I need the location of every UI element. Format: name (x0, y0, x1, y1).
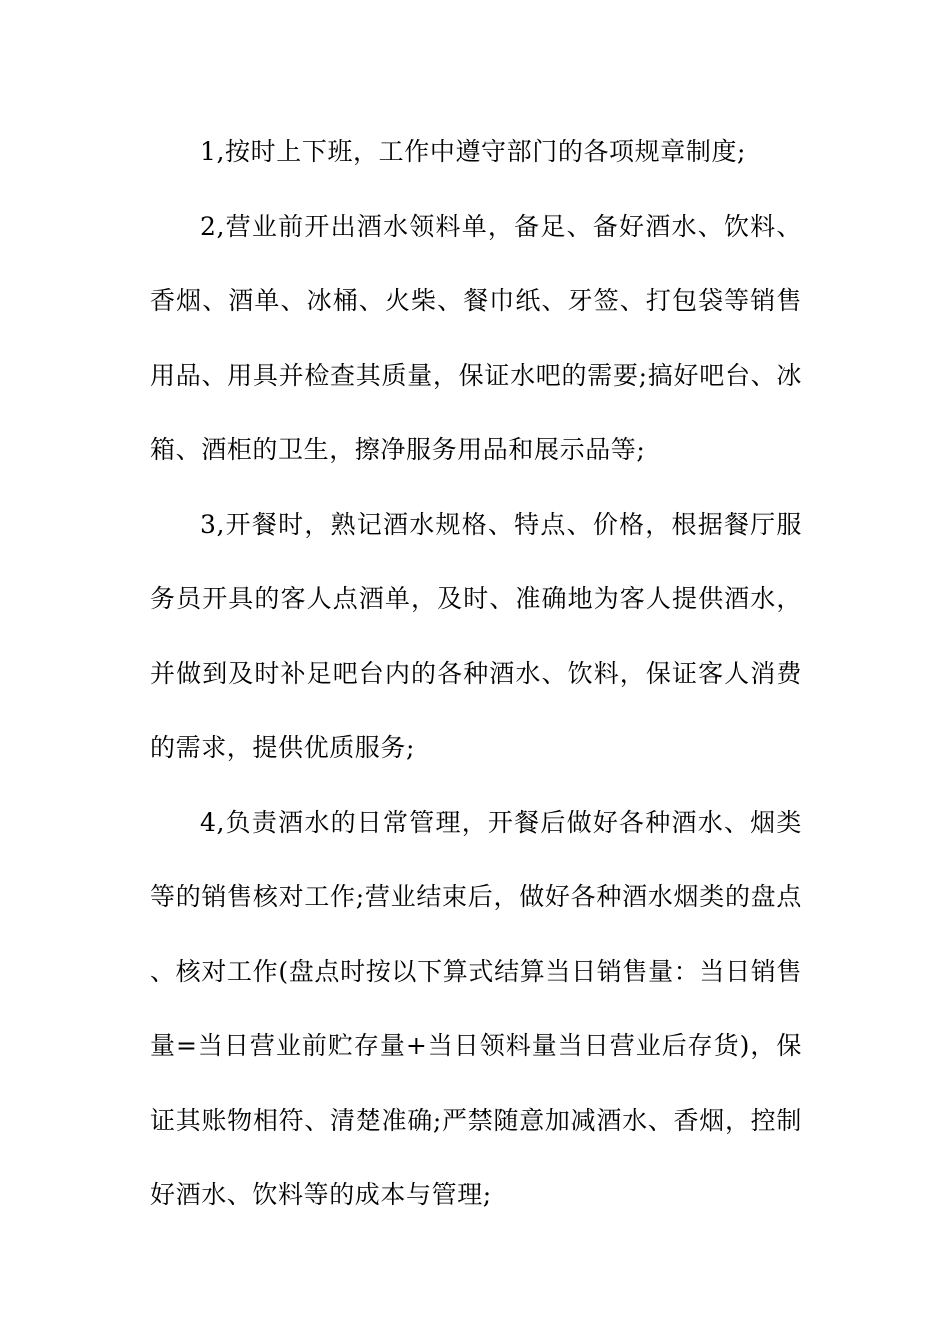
document-body (150, 115, 802, 1233)
paragraph-2: 2,营业前开出酒水领料单，备足、备好酒水、饮料、香烟、酒单、冰桶、火柴、餐巾纸、牙签、打包袋等销售用品、用具并检查其质量，保证水吧的需要;搞好吧台、冰箱、酒柜的卫生，擦净服务用品和展示品等; (150, 211, 802, 464)
paragraph-1: 1,按时上下班，工作中遵守部门的各项规章制度; (200, 137, 747, 166)
paragraph-3: 3,开餐时，熟记酒水规格、特点、价格，根据餐厅服务员开具的客人点酒单，及时、准确地为客人提供酒水，并做到及时补足吧台内的各种酒水、饮料，保证客人消费的需求，提供优质服务; (150, 509, 802, 762)
paragraph-4: 4,负责酒水的日常管理，开餐后做好各种酒水、烟类等的销售核对工作;营业结束后，做好各种酒水烟类的盘点、核对工作(盘点时按以下算式结算当日销售量：当日销售量=当日营业前贮存量+当日领料量当日营业后存货)，保证其账物相符、清楚准确;严禁随意加减酒水、香烟，控制好酒水、饮料等的成本与管理; (150, 807, 802, 1209)
